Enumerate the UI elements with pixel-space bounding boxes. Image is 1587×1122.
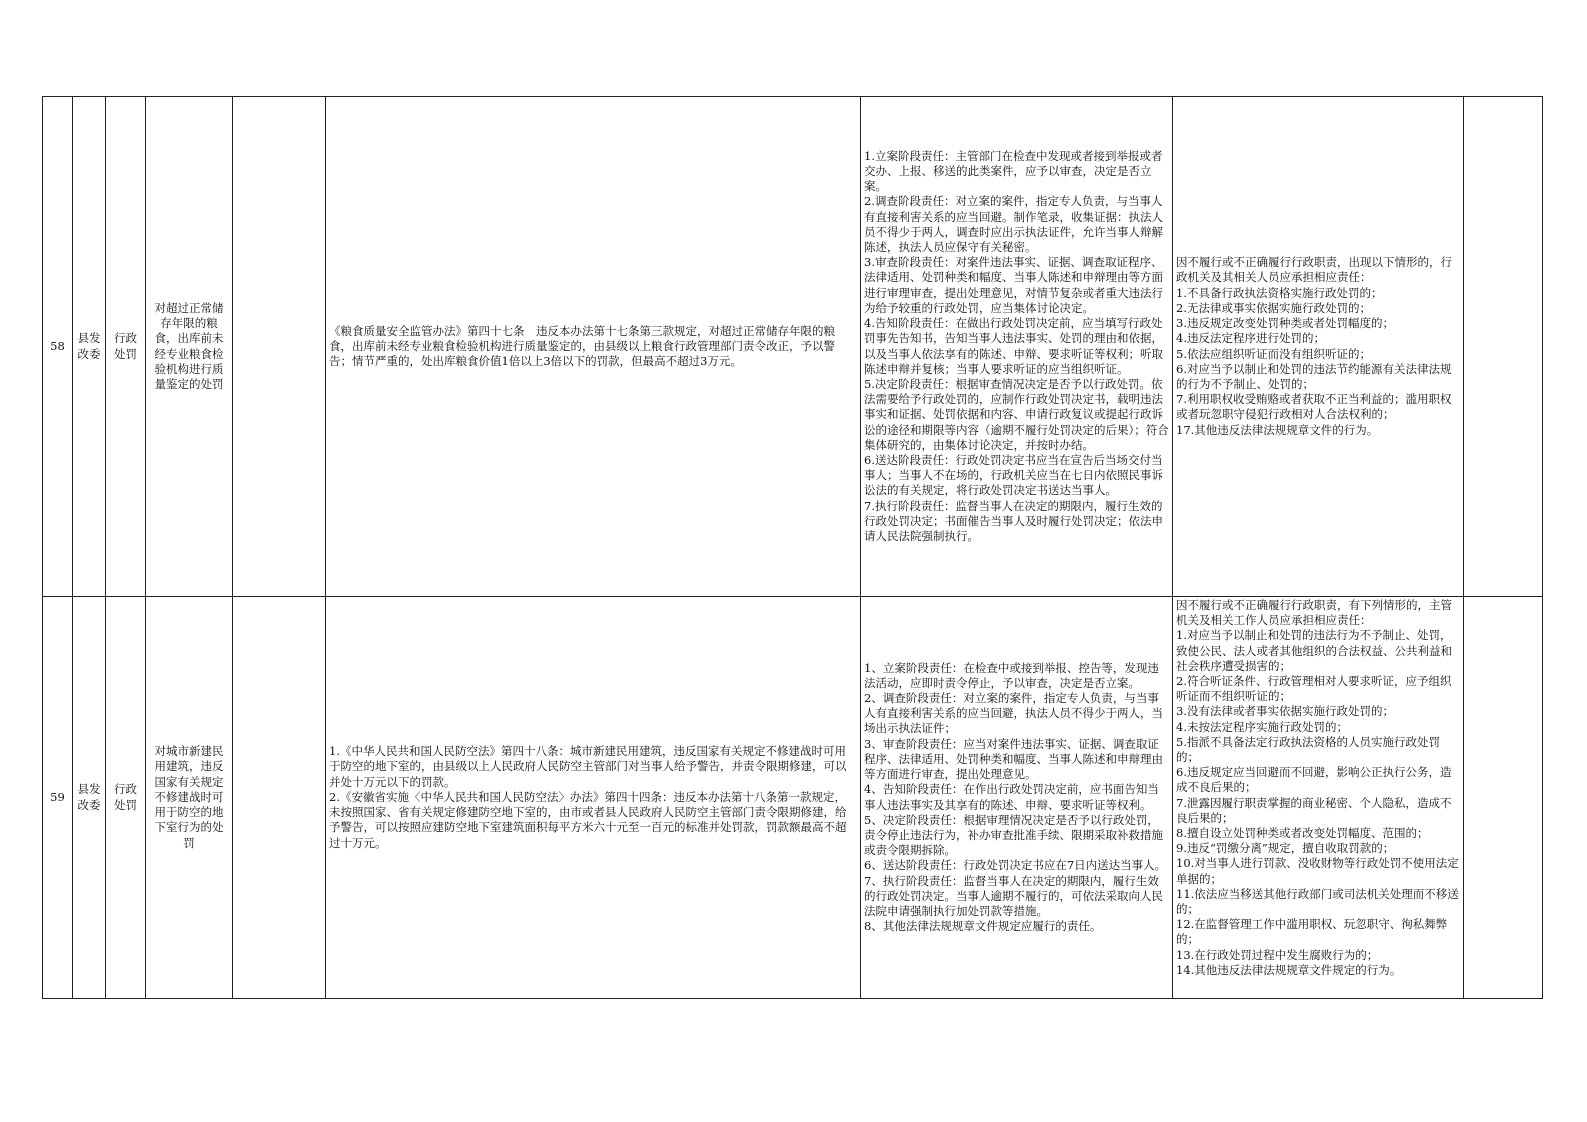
liability-line: 3.没有法律或者事实依据实施行政处罚的； xyxy=(1176,704,1394,719)
liability-line: 1.不具备行政执法资格实施行政处罚的； xyxy=(1176,285,1383,300)
responsibility-line: 4.告知阶段责任：在做出行政处罚决定前，应当填写行政处罚事先告知书，告知当事人违法事实、处罚的理由和依据，以及当事人依法享有的陈述、申辩、要求听证等权利；听取陈述申辩并复核；当事人要求听证的应当组织听证。 xyxy=(864,316,1163,376)
liability-line: 2.符合听证条件、行政管理相对人要求听证，应予组织听证而不组织听证的； xyxy=(1176,674,1452,704)
sub-item-cell xyxy=(233,97,326,597)
liability-line: 10.对当事人进行罚款、没收财物等行政处罚不使用法定单据的； xyxy=(1176,856,1459,886)
liability-line: 8.擅自设立处罚种类或者改变处罚幅度、范围的； xyxy=(1176,826,1429,841)
table-row xyxy=(43,97,1543,597)
responsibility-line: 6、送达阶段责任：行政处罚决定书应在7日内送达当事人。 xyxy=(864,858,1167,873)
liability-line: 9.违反“罚缴分离”规定，擅自收取罚款的； xyxy=(1176,841,1395,856)
liability-line: 7.泄露因履行职责掌握的商业秘密、个人隐私，造成不良后果的； xyxy=(1176,795,1452,825)
basis-line: 1.《中华人民共和国人民防空法》第四十八条：城市新建民用建筑，违反国家有关规定不修建战时可用于防空的地下室的，由县级以上人民政府人民防空主管部门对当事人给予警告，并责令限期修建，可以并处十万元以下的罚款。 xyxy=(329,744,847,789)
responsibility-line: 8、其他法律法规规章文件规定应履行的责任。 xyxy=(864,919,1102,934)
liability-line: 2.无法律或事实依据实施行政处罚的； xyxy=(1176,300,1371,315)
liability-line: 5.指派不具备法定行政执法资格的人员实施行政处罚的； xyxy=(1176,734,1440,765)
legal-basis-cell xyxy=(326,97,861,597)
liability-cell xyxy=(1173,597,1464,999)
liability-line: 12.在监督管理工作中滥用职权、玩忽职守、徇私舞弊的； xyxy=(1176,917,1448,947)
responsibility-line: 3、审查阶段责任：应当对案件违法事实、证据、调查取证程序、法律适用、处罚种类和幅度、当事人陈述和申辩理由等方面进行审查，提出处理意见。 xyxy=(864,736,1163,782)
responsibility-line: 7、执行阶段责任：监督当事人在决定的期限内，履行生效的行政处罚决定。当事人逾期不履行的，可依法采取向人民法院申请强制执行加处罚款等措施。 xyxy=(864,873,1163,918)
responsibility-line: 3.审查阶段责任：对案件违法事实、证据、调查取证程序、法律适用、处罚种类和幅度、当事人陈述和申辩理由等方面进行审理审查，提出处理意见，对情节复杂或者重大违法行为给予较重的行政处罚，应当集体讨论决定。 xyxy=(864,255,1163,315)
liability-line: 3.违反规定改变处罚种类或者处罚幅度的； xyxy=(1176,316,1394,331)
liability-line: 6.违反规定应当回避而不回避，影响公正执行公务，造成不良后果的； xyxy=(1176,765,1452,795)
liability-line: 因不履行或不正确履行行政职责，出现以下情形的，行政机关及其相关人员应承担相应责任： xyxy=(1176,255,1452,285)
power-item-cell: 对超过正常储存年限的粮食，出库前未经专业粮食检验机构进行质量鉴定的处罚 xyxy=(146,97,233,597)
power-type-cell: 行政处罚 xyxy=(106,597,146,999)
power-type-cell: 行政处罚 xyxy=(106,97,146,597)
department-cell: 县发改委 xyxy=(73,97,106,597)
responsibility-cell xyxy=(861,597,1173,999)
department-cell: 县发改委 xyxy=(73,597,106,999)
responsibility-line: 1、立案阶段责任：在检查中或接到举报、控告等，发现违法活动，应即时责令停止，予以审查，决定是否立案。 xyxy=(864,660,1159,690)
liability-line: 5.依法应组织听证而没有组织听证的； xyxy=(1176,346,1371,361)
liability-line: 4.违反法定程序进行处罚的； xyxy=(1176,331,1325,346)
liability-cell xyxy=(1173,97,1464,597)
liability-line: 17.其他违反法律法规规章文件的行为。 xyxy=(1176,422,1379,437)
responsibility-line: 5、决定阶段责任：根据审理情况决定是否予以行政处罚，责令停止违法行为，补办审查批准手续、限期采取补救措施或责令限期拆除。 xyxy=(864,812,1163,858)
remark-cell xyxy=(1464,597,1543,999)
row-number: 59 xyxy=(43,597,73,999)
liability-line: 11.依法应当移送其他行政部门或司法机关处理而不移送的； xyxy=(1176,886,1459,917)
liability-line: 6.对应当予以制止和处罚的违法节约能源有关法律法规的行为不予制止、处罚的； xyxy=(1176,361,1452,391)
responsibility-line: 7.执行阶段责任：监督当事人在决定的期限内，履行生效的行政处罚决定；书面催告当事人及时履行处罚决定；依法申请人民法院强制执行。 xyxy=(864,498,1163,543)
responsibility-line: 6.送达阶段责任：行政处罚决定书应当在宣告后当场交付当事人；当事人不在场的，行政机关应当在七日内依照民事诉讼法的有关规定，将行政处罚决定书送达当事人。 xyxy=(864,452,1163,498)
liability-line: 1.对应当予以制止和处罚的违法行为不予制止、处罚，致使公民、法人或者其他组织的合法权益、公共利益和社会秩序遭受损害的； xyxy=(1176,628,1452,673)
liability-line: 14.其他违反法律法规规章文件规定的行为。 xyxy=(1176,962,1402,977)
responsibility-line: 2、调查阶段责任：对立案的案件，指定专人负责，与当事人有直接利害关系的应当回避，执法人员不得少于两人，当场出示执法证件； xyxy=(864,691,1163,736)
responsibility-line: 1.立案阶段责任：主管部门在检查中发现或者接到举报或者交办、上报、移送的此类案件，应予以审查，决定是否立案。 xyxy=(864,148,1163,194)
power-item-cell: 对城市新建民用建筑，违反国家有关规定不修建战时可用于防空的地下室行为的处罚 xyxy=(146,597,233,999)
liability-line: 7.利用职权收受贿赂或者获取不正当利益的；滥用职权或者玩忽职守侵犯行政相对人合法权利的； xyxy=(1176,392,1452,422)
responsibility-cell xyxy=(861,97,1173,597)
power-list-table xyxy=(42,96,1543,999)
legal-basis-cell xyxy=(326,597,861,999)
liability-line: 因不履行或不正确履行行政职责，有下列情形的，主管机关及相关工作人员应承担相应责任： xyxy=(1176,598,1452,628)
basis-line: 2.《安徽省实施〈中华人民共和国人民防空法〉办法》第四十四条：违反本办法第十八条第一款规定，未按照国家、省有关规定修建防空地下室的，由市或者县人民政府人民防空主管部门责令限期修建，给予警告，可以按照应建防空地下室建筑面积每平方米六十元至一百元的标准并处罚款，罚款额最高不超过十万元。 xyxy=(329,789,847,850)
liability-line: 13.在行政处罚过程中发生腐败行为的； xyxy=(1176,947,1379,962)
liability-line: 4.未按法定程序实施行政处罚的； xyxy=(1176,719,1348,734)
basis-line: 《粮食质量安全监管办法》第四十七条 违反本办法第十七条第三款规定，对超过正常储存年限的粮食，出库前未经专业粮食检验机构进行质量鉴定的，由县级以上粮食行政管理部门责令改正，予以警告；情节严重的，处出库粮食价值1倍以上3倍以下的罚款，但最高不超过3万元。 xyxy=(329,323,835,369)
responsibility-line: 2.调查阶段责任：对立案的案件，指定专人负责，与当事人有直接利害关系的应当回避。制作笔录，收集证据：执法人员不得少于两人，调查时应出示执法证件，允许当事人辩解陈述，执法人员应保守有关秘密。 xyxy=(864,194,1163,255)
responsibility-line: 5.决定阶段责任：根据审查情况决定是否予以行政处罚。依法需要给予行政处罚的，应制作行政处罚决定书，载明违法事实和证据、处罚依据和内容、申请行政复议或提起行政诉讼的途径和期限等内容（逾期不履行处罚决定的后果）；符合集体研究的，由集体讨论决定，并按时办结。 xyxy=(864,376,1169,452)
sub-item-cell xyxy=(233,597,326,999)
responsibility-line: 4、告知阶段责任：在作出行政处罚决定前，应书面告知当事人违法事实及其享有的陈述、申辩、要求听证等权利。 xyxy=(864,782,1159,812)
remark-cell xyxy=(1464,97,1543,597)
table-row xyxy=(43,597,1543,999)
row-number: 58 xyxy=(43,97,73,597)
